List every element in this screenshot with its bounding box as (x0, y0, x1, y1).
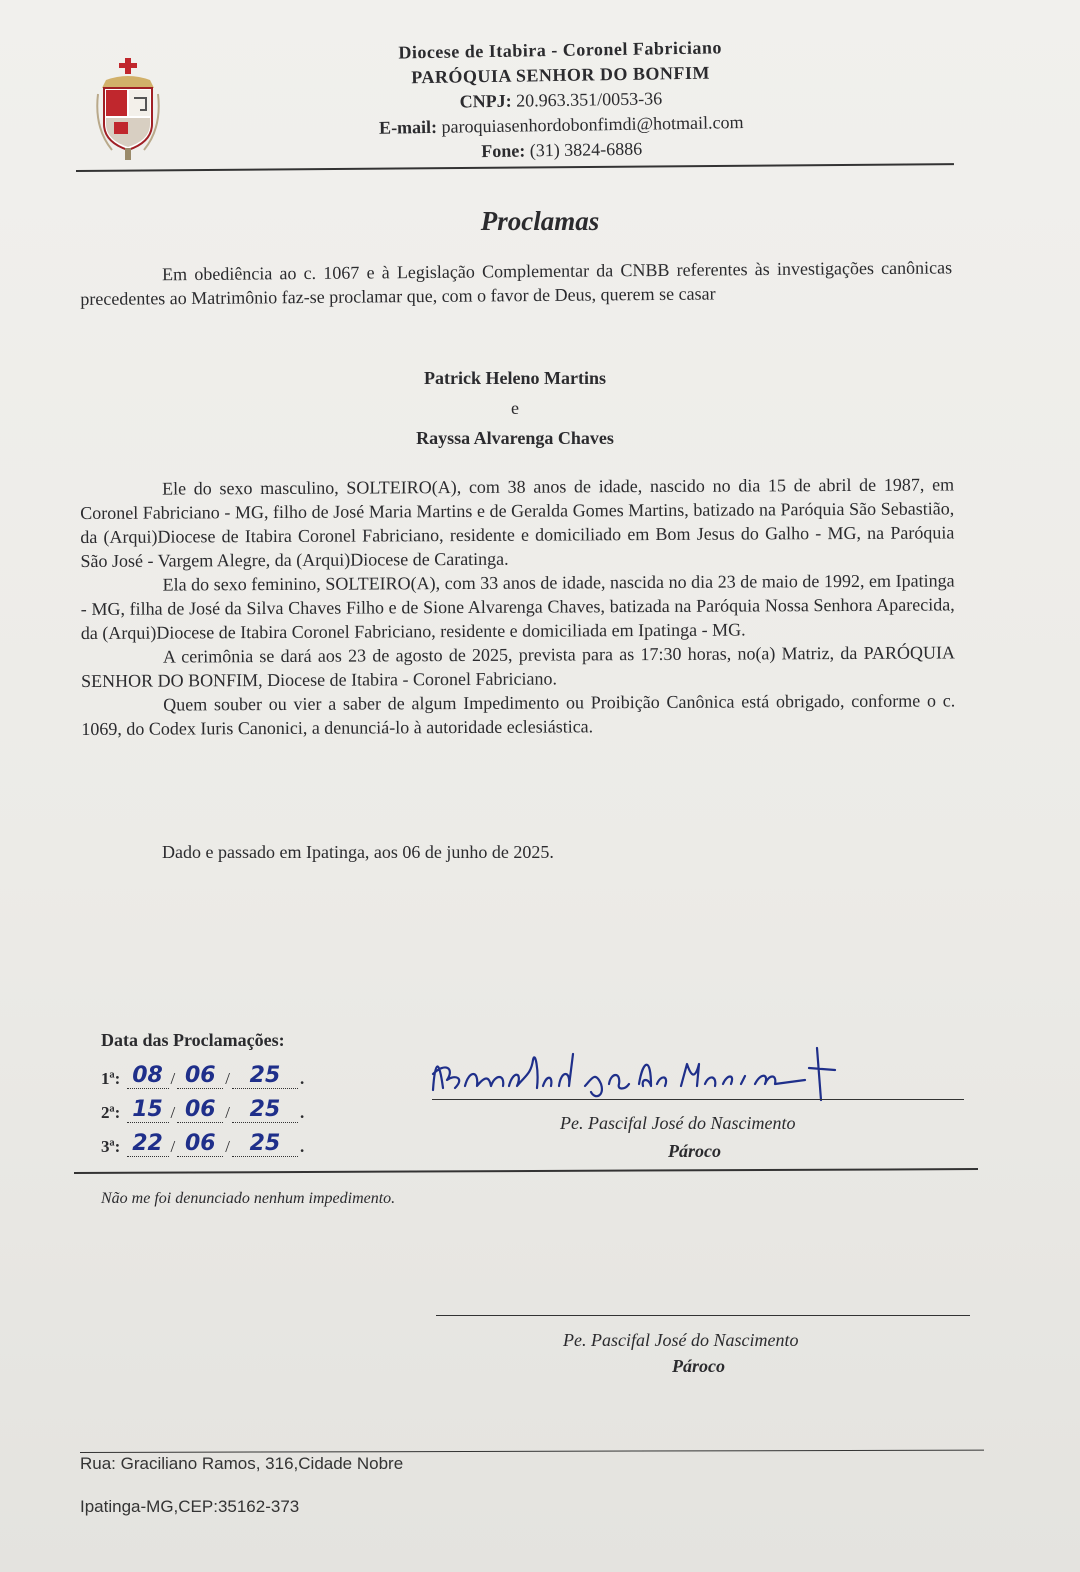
date-3-label: 3ª: (101, 1137, 121, 1156)
groom-name: Patrick Heleno Martins (424, 368, 606, 388)
footer-divider (80, 1450, 984, 1453)
signer-name-1: Pe. Pascifal José do Nascimento (560, 1113, 796, 1133)
proclamation-date-2: 2ª: 15 / 06 / 25 . (101, 1097, 305, 1122)
date-1-label: 1ª: (101, 1069, 121, 1088)
signer-role-1: Pároco (668, 1141, 721, 1161)
phone-value: (31) 3824-6886 (529, 138, 643, 161)
given-line (80, 840, 952, 864)
body-text (80, 472, 955, 741)
proclamation-date-1: 1ª: 08 / 06 / 25 . (101, 1063, 305, 1088)
intro-text: Em obediência ao c. 1067 e à Legislação Complementar da CNBB referentes às investigações canônicas precedentes ao Matrimônio faz-se proclamar que, com o favor de Deus, querem se casar (80, 257, 953, 309)
groom-paragraph: Ele do sexo masculino, SOLTEIRO(A), com 38 anos de idade, nascido no dia 15 de abril de 1987, em Coronel Fabriciano - MG, filho de José Maria Martins e de Geralda Gomes Martins, batizado na Paróquia São Sebastião, da (Arqui)Diocese de Itabira Coronel Fabriciano, residente e domiciliado em Bom Jesus do Galho - MG, na Paróquia São José - Vargem Alegre, da (Arqui)Diocese de Caratinga. (80, 474, 955, 571)
given-text: Dado e passado em Ipatinga, aos 06 de junho de 2025. (162, 842, 554, 862)
date-2-label: 2ª: (101, 1103, 121, 1122)
date-1-year: 25 (232, 1064, 298, 1089)
ceremony-paragraph: A cerimônia se dará aos 23 de agosto de 2025, prevista para as 17:30 horas, no(a) Matriz, da PARÓQUIA SENHOR DO BONFIM, Diocese de Itabira - Coronel Fabriciano. (81, 642, 955, 691)
email-value: paroquiasenhordobonfimdi@hotmail.com (441, 112, 744, 137)
signature-line-1 (432, 1099, 964, 1100)
email-label: E-mail: (378, 116, 438, 138)
signer-name-2: Pe. Pascifal José do Nascimento (563, 1330, 799, 1350)
page-title: Proclamas (480, 206, 600, 236)
footer-street: Rua: Graciliano Ramos, 316,Cidade Nobre (80, 1454, 404, 1473)
date-2-year: 25 (232, 1098, 298, 1123)
bride-paragraph: Ela do sexo feminino, SOLTEIRO(A), com 33 anos de idade, nascida no dia 23 de maio de 1992, em Ipatinga - MG, filha de José da Silva Chaves Filho e de Sione Alvarenga Chaves, batizada na Paróquia Nossa Senhora Aparecida, da (Arqui)Diocese de Itabira Coronel Fabriciano, residente e domiciliada em Ipatinga - MG. (80, 570, 955, 643)
impediment-paragraph: Quem souber ou vier a saber de algum Impedimento ou Proibição Canônica está obrigado, conforme o c. 1069, do Codex Iuris Canonici, a denunciá-lo à autoridade eclesiástica. (81, 690, 956, 739)
proclamation-date-3: 3ª: 22 / 06 / 25 . (101, 1131, 305, 1156)
signer-role-2: Pároco (672, 1356, 725, 1376)
parish-crest-logo (92, 58, 164, 162)
date-2-day: 15 (127, 1098, 169, 1123)
intro-paragraph (80, 255, 952, 311)
cnpj-label: CNPJ: (459, 90, 512, 112)
signature-line-2 (436, 1315, 970, 1316)
date-2-month: 06 (177, 1098, 223, 1123)
no-impediment-note: Não me foi denunciado nenhum impedimento. (101, 1190, 396, 1207)
date-3-month: 06 (177, 1132, 223, 1157)
bride-name: Rayssa Alvarenga Chaves (416, 428, 614, 448)
conjunction: e (511, 398, 519, 418)
cnpj-value: 20.963.351/0053-36 (516, 88, 663, 111)
date-1-month: 06 (177, 1064, 223, 1089)
letterhead (300, 34, 822, 167)
proclamations-heading: Data das Proclamações: (101, 1030, 285, 1050)
diocese-name: Diocese de Itabira - Coronel Fabriciano (398, 37, 723, 63)
date-3-year: 25 (232, 1132, 298, 1157)
phone-label: Fone: (481, 140, 526, 162)
footer-city: Ipatinga-MG,CEP:35162-373 (80, 1497, 300, 1516)
parish-name: PARÓQUIA SENHOR DO BONFIM (411, 62, 711, 88)
date-1-day: 08 (127, 1064, 169, 1089)
section-divider (74, 1168, 978, 1173)
header-divider (76, 163, 954, 171)
date-3-day: 22 (127, 1132, 169, 1157)
